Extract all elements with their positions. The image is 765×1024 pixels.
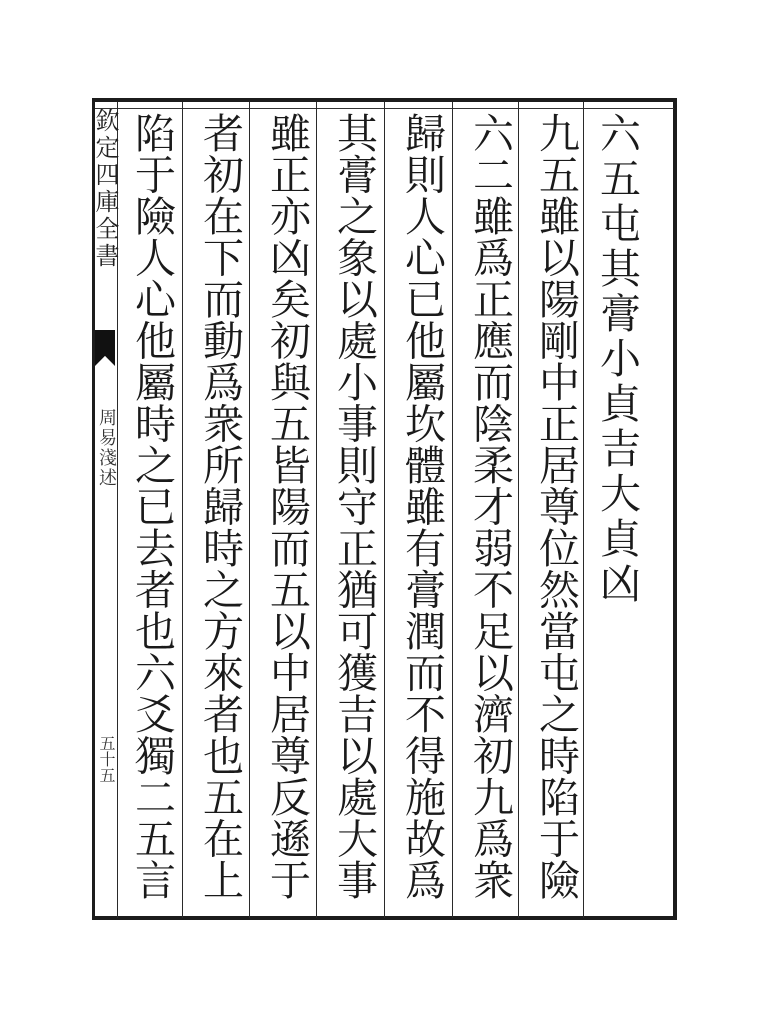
text-column-4: 歸則人心已他屬坎體雖有膏潤而不得施故爲: [398, 112, 446, 901]
column-rule: [249, 102, 250, 918]
column-rule: [182, 102, 183, 918]
column-rule: [316, 102, 317, 918]
margin-book-title: 周易淺述: [96, 408, 117, 488]
text-column-7: 者初在下而動爲衆所歸時之方來者也五在上: [196, 112, 244, 901]
column-rule: [452, 102, 453, 918]
text-column-1: 六五屯其膏小貞吉大貞凶: [593, 112, 641, 607]
text-column-8: 陷于險人心他屬時之已去者也六爻獨二五言: [128, 112, 176, 901]
text-column-6: 雖正亦凶矣初與五皆陽而五以中居尊反遜于: [263, 112, 311, 901]
column-rule: [384, 102, 385, 918]
text-column-5: 其膏之象以處小事則守正猶可獲吉以處大事: [330, 112, 378, 901]
margin-page-number: 五十五: [97, 735, 116, 783]
margin-header: 欽定四庫全書: [91, 108, 119, 270]
text-column-2: 九五雖以陽剛中正居尊位然當屯之時陷于險: [532, 112, 580, 901]
text-column-3: 六二雖爲正應而陰柔才弱不足以濟初九爲衆: [466, 112, 514, 901]
